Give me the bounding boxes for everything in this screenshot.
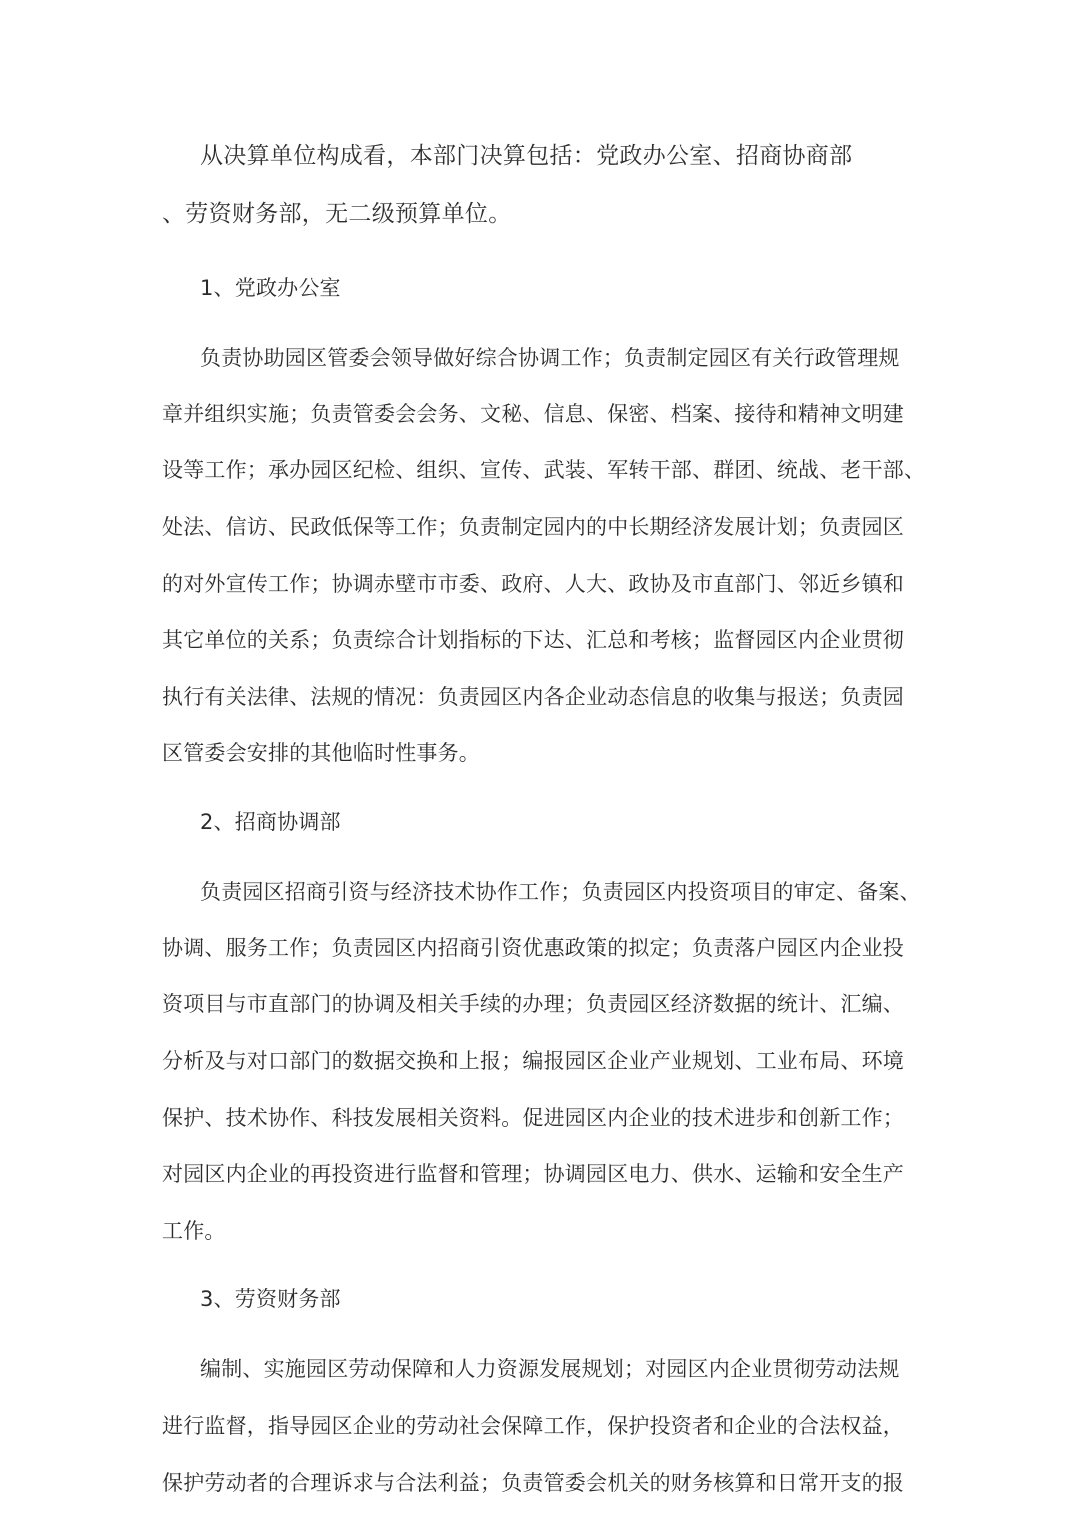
section-3-line: 进行监督，指导园区企业的劳动社会保障工作，保护投资者和企业的合法权益， bbox=[162, 1414, 904, 1438]
intro-line-1: 从决算单位构成看，本部门决算包括：党政办公室、招商协商部 bbox=[200, 143, 853, 169]
section-3-line: 编制、实施园区劳动保障和人力资源发展规划；对园区内企业贯彻劳动法规 bbox=[200, 1357, 900, 1381]
section-1-line: 负责协助园区管委会领导做好综合协调工作；负责制定园区有关行政管理规 bbox=[200, 346, 900, 370]
section-2-line: 工作。 bbox=[162, 1219, 226, 1243]
section-2-line: 协调、服务工作；负责园区内招商引资优惠政策的拟定；负责落户园区内企业投 bbox=[162, 936, 904, 960]
section-1-line: 设等工作；承办园区纪检、组织、宣传、武装、军转干部、群团、统战、老干部、 bbox=[162, 458, 926, 482]
section-2-line: 负责园区招商引资与经济技术协作工作；负责园区内投资项目的审定、备案、 bbox=[200, 880, 921, 904]
section-1-heading: 1、党政办公室 bbox=[200, 276, 341, 300]
section-1-line: 区管委会安排的其他临时性事务。 bbox=[162, 741, 480, 765]
section-1-line: 章并组织实施；负责管委会会务、文秘、信息、保密、档案、接待和精神文明建 bbox=[162, 402, 904, 426]
intro-line-2: 、劳资财务部，无二级预算单位。 bbox=[162, 201, 512, 227]
section-1-line: 执行有关法律、法规的情况：负责园区内各企业动态信息的收集与报送；负责园 bbox=[162, 685, 904, 709]
section-3-heading: 3、劳资财务部 bbox=[200, 1287, 341, 1311]
section-2-line: 对园区内企业的再投资进行监督和管理；协调园区电力、供水、运输和安全生产 bbox=[162, 1162, 904, 1186]
section-3-line: 保护劳动者的合理诉求与合法利益；负责管委会机关的财务核算和日常开支的报 bbox=[162, 1471, 904, 1495]
section-2-line: 保护、技术协作、科技发展相关资料。促进园区内企业的技术进步和创新工作； bbox=[162, 1106, 904, 1130]
section-1-line: 处法、信访、民政低保等工作；负责制定园内的中长期经济发展计划；负责园区 bbox=[162, 515, 904, 539]
section-2-line: 分析及与对口部门的数据交换和上报；编报园区企业产业规划、工业布局、环境 bbox=[162, 1049, 904, 1073]
section-2-line: 资项目与市直部门的协调及相关手续的办理；负责园区经济数据的统计、汇编、 bbox=[162, 992, 904, 1016]
section-1-line: 其它单位的关系；负责综合计划指标的下达、汇总和考核；监督园区内企业贯彻 bbox=[162, 628, 904, 652]
section-2-heading: 2、招商协调部 bbox=[200, 810, 341, 834]
section-1-line: 的对外宣传工作；协调赤壁市市委、政府、人大、政协及市直部门、邻近乡镇和 bbox=[162, 572, 904, 596]
